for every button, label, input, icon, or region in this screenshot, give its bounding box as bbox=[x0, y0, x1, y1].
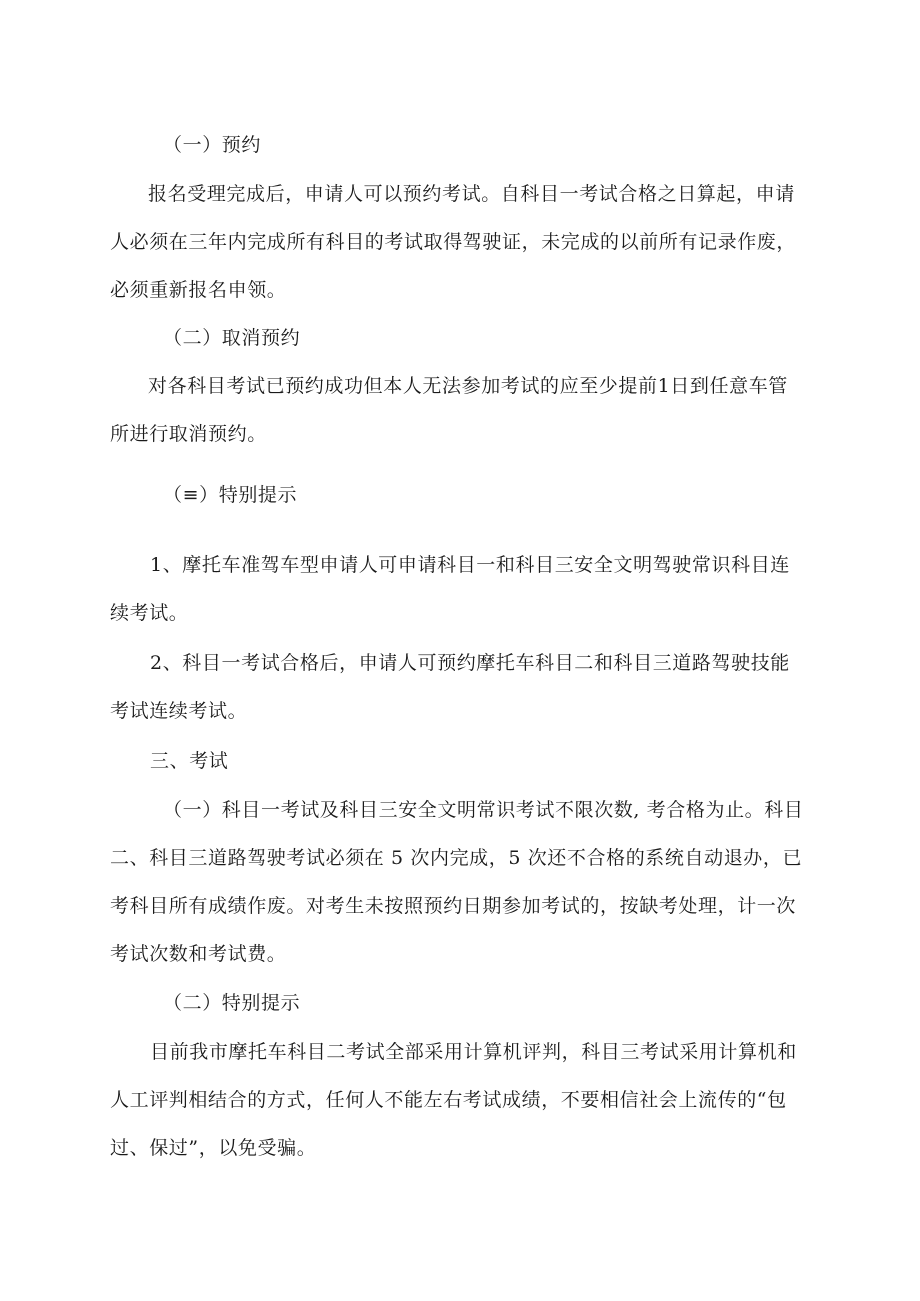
section-kaoshi: 三、考试 bbox=[150, 750, 229, 772]
para-quxiao-line-2: 所进行取消预约。 bbox=[110, 423, 267, 445]
para-kaoshi-line-4: 考试次数和考试费。 bbox=[110, 943, 287, 965]
para-tebie2-line-2: 人工评判相结合的方式，任何人不能左右考试成绩，不要相信社会上流传的“包 bbox=[110, 1089, 787, 1111]
item-2-line-1: 2、科目一考试合格后，申请人可预约摩托车科目二和科目三道路驾驶技能 bbox=[150, 652, 790, 674]
para-tebie2-line-3: 过、保过”，以免受骗。 bbox=[110, 1137, 317, 1159]
para-tebie2-line-1: 目前我市摩托车科目二考试全部采用计算机评判，科目三考试采用计算机和 bbox=[150, 1041, 797, 1063]
heading-tebie: （≡）特别提示 bbox=[163, 484, 298, 506]
para-kaoshi-line-3: 考科目所有成绩作废。对考生未按照预约日期参加考试的，按缺考处理，计一次 bbox=[110, 895, 797, 917]
para-quxiao-line-1: 对各科目考试已预约成功但本人无法参加考试的应至少提前1日到任意车管 bbox=[148, 375, 788, 397]
para-yuyue-line-3: 必须重新报名申领。 bbox=[110, 279, 287, 301]
item-2-line-2: 考试连续考试。 bbox=[110, 700, 248, 722]
heading-yuyue: （一）预约 bbox=[163, 134, 262, 156]
para-yuyue-line-2: 人必须在三年内完成所有科目的考试取得驾驶证，未完成的以前所有记录作废， bbox=[110, 231, 797, 253]
item-1-line-2: 续考试。 bbox=[110, 602, 189, 624]
heading-quxiao: （二）取消预约 bbox=[163, 327, 301, 349]
item-1-line-1: 1、摩托车准驾车型申请人可申请科目一和科目三安全文明驾驶常识科目连 bbox=[150, 554, 790, 576]
para-yuyue-line-1: 报名受理完成后，申请人可以预约考试。自科目一考试合格之日算起，申请 bbox=[148, 183, 795, 205]
para-kaoshi-line-2: 二、科目三道路驾驶考试必须在 5 次内完成，5 次还不合格的系统自动退办，已 bbox=[110, 847, 803, 869]
heading-tebie2: （二）特别提示 bbox=[163, 992, 301, 1014]
para-kaoshi-line-1: （一）科目一考试及科目三安全文明常识考试不限次数, 考合格为止。科目 bbox=[163, 799, 804, 821]
